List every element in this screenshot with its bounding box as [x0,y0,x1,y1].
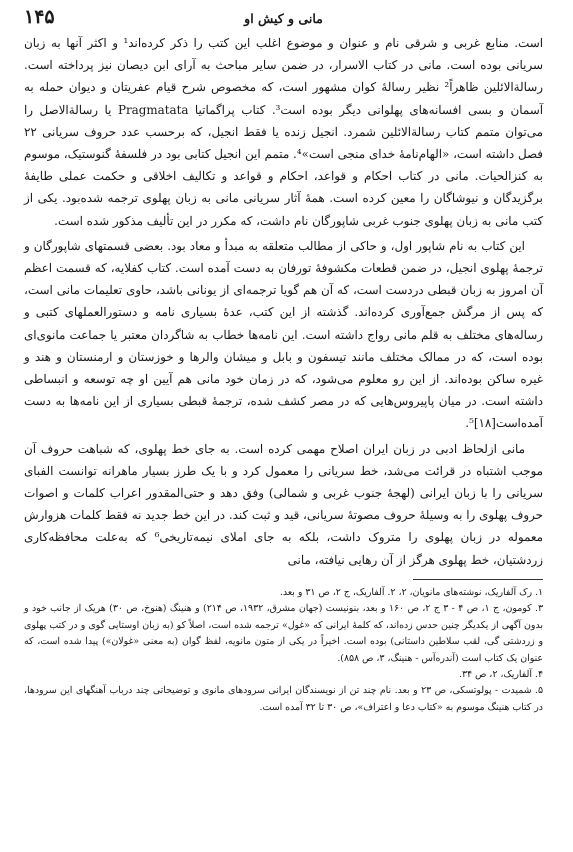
paragraph-3: مانی ازلحاظ ادبی در زبان ایران اصلاح مهمی کرده است. به جای خط پهلوی، که شباهت حروف آن موجب اشتباه در قرائت می‌شد، خط سریانی را معمول کرد و با یک طرز بسیار ماهرانه توانست الفبای سریانی را با زبان ایرانی (لهجهٔ جنوب غربی و شمالی) وفق دهد و حتی‌المقدور اعراب کلمات و اصوات حروف پهلوی را به وسیلهٔ حروف مصوتهٔ سریانی، قید و ثبت کند. در این خط جدید نه فقط کلمات هزوارش معموله در زبان پهلوی را متروک داشت، بلکه به جای املای نیمه‌تاریخی⁶ که به‌علت محافظه‌کاری زردشتیان، خط پهلوی هرگز از آن رهایی نیافته، مانی [24,441,543,567]
paragraph-1: است. منابع غربی و شرقی نام و عنوان و موضوع اغلب این کتب را ذکر کرده‌اند¹ و اکثر آنها به زبان سریانی بوده است. مانی در کتاب الاسرار، در ضمن سایر مباحث به آرای ابن دیصان نیز پرداخته است. رسالةالائلین ظاهراً² نظیر رسالهٔ کوان مشهور است، که مخصوص شرح قیام عفریتان و دیوان حمله به آسمان و بسی افسانه‌های پهلوانی دیگر بوده است³. کتاب پراگماتیا Pragmatata یا رسالةالاصل را می‌توان متمم کتاب رسالةالائلین شمرد. انجیل زنده یا فقط انجیل، که برحسب عدد حروف سریانی ۲۲ فصل داشته است، «الهام‌نامهٔ خدای منجی است»⁴. متمم این انجیل کتابی بود در فلسفهٔ گنوستیک، موسوم به کنزالحیات. مانی در کتاب احکام و قواعد، احکام و قواعد و تکالیف اخلاقی و حکمت عملی طایفهٔ برگزیدگان و نیوشاگان را معین کرده است. همهٔ آثار سریانی مانی به زبان پهلوی ترجمه شده‌بود. یکی از کتب مانی به زبان پهلوی جنوب غربی شاپورگان نام داشت، که مکرر در این تألیف مذکور شده است. [24,36,544,228]
footnote-1-2: ۱. رک آلفاریک، نوشته‌های مانویان، ۲، ۲. آلفاریک، ج ۲، ص ۳۱ و بعد. [279,586,543,598]
paragraph-2: این کتاب به نام شاپور اول، و حاکی از مطالب متعلقه به مبدأ و معاد بود. بعضی قسمتهای شاپورگان و ترجمهٔ پهلوی انجیل، در ضمن قطعات مکشوفهٔ تورفان به دست آمده است. کتاب کفلایه، که قسمت اعظم آن امروز به زبان قبطی دردست است، که آن هم گویا ترجمه‌ای از یونانی باشد، حاوی تعلیمات مانی است، که پس از مرگش جمع‌آوری کرده‌اند. گذشته از این کتب، عدهٔ بسیاری نامه و دستورالعملهای کتبی و رساله‌های مختلف به قلم مانی رواج داشته است. این نامه‌ها خطاب به شاگردان معتبر یا جماعت مانوی‌ای بوده است، که در ممالک مختلف مانند تیسفون و بابل و میشان والرها و خوزستان و ارمنستان و هند و غیره ساکن بوده‌اند. از این رو معلوم می‌شود، که در زمان خود مانی هم آیین او چه توسعه و انبساطی داشته است. در میان پاپیروس‌هایی که در مصر کشف شده، ترجمهٔ قبطی بسیاری از این نامه‌ها به دست آمده‌است[۱۸]⁵. [24,238,543,431]
running-title: مانی و کیش او [244,11,323,26]
footnote-divider [413,579,543,580]
page-number: ۱۴۵ [24,6,55,28]
footnote-5: ۵. شمیدت - پولوتسکی، ص ۲۳ و بعد. نام چند تن از نویسندگان ایرانی سرودهای مانوی و توضیحاتی چند درباب آهنگهای این سرودها، در کتاب هنینگ موسوم به «کتاب دعا و اعتراف»، ص ۳۰ تا ۳۲ آمده است. [24,685,543,713]
footnotes [24,585,543,716]
footnote-4: ۴. آلفاریک، ۲، ص ۳۴. [458,668,543,680]
page-header [24,6,543,32]
footnote-3: ۳. کومون، ج ۱، ص ۴ - ۳ ج ۲، ص ۱۶۰ و بعد، بنونیست (جهان مشرق، ۱۹۳۲، ص ۲۱۴) و هنینگ (هنوخ، ص ۳۰) هریک از جانب خود و بدون آگهی از یکدیگر چنین حدس زده‌اند، که کلمهٔ ایرانی که «غول» ترجمه شده است، اصلاً کو (به زبان اوستایی گوی و در کتب پهلوی و زردشتی گی، لقب سلاطین داستانی) بوده است. اخیراً در یکی از متون مانویه، لفظ گوان (به معنی «غولان») پیدا شده است، که عنوان یک کتاب است (آندره‌آس - هنینگ، ۳، ص ۸۵۸). [24,603,543,664]
main-text [24,32,543,571]
